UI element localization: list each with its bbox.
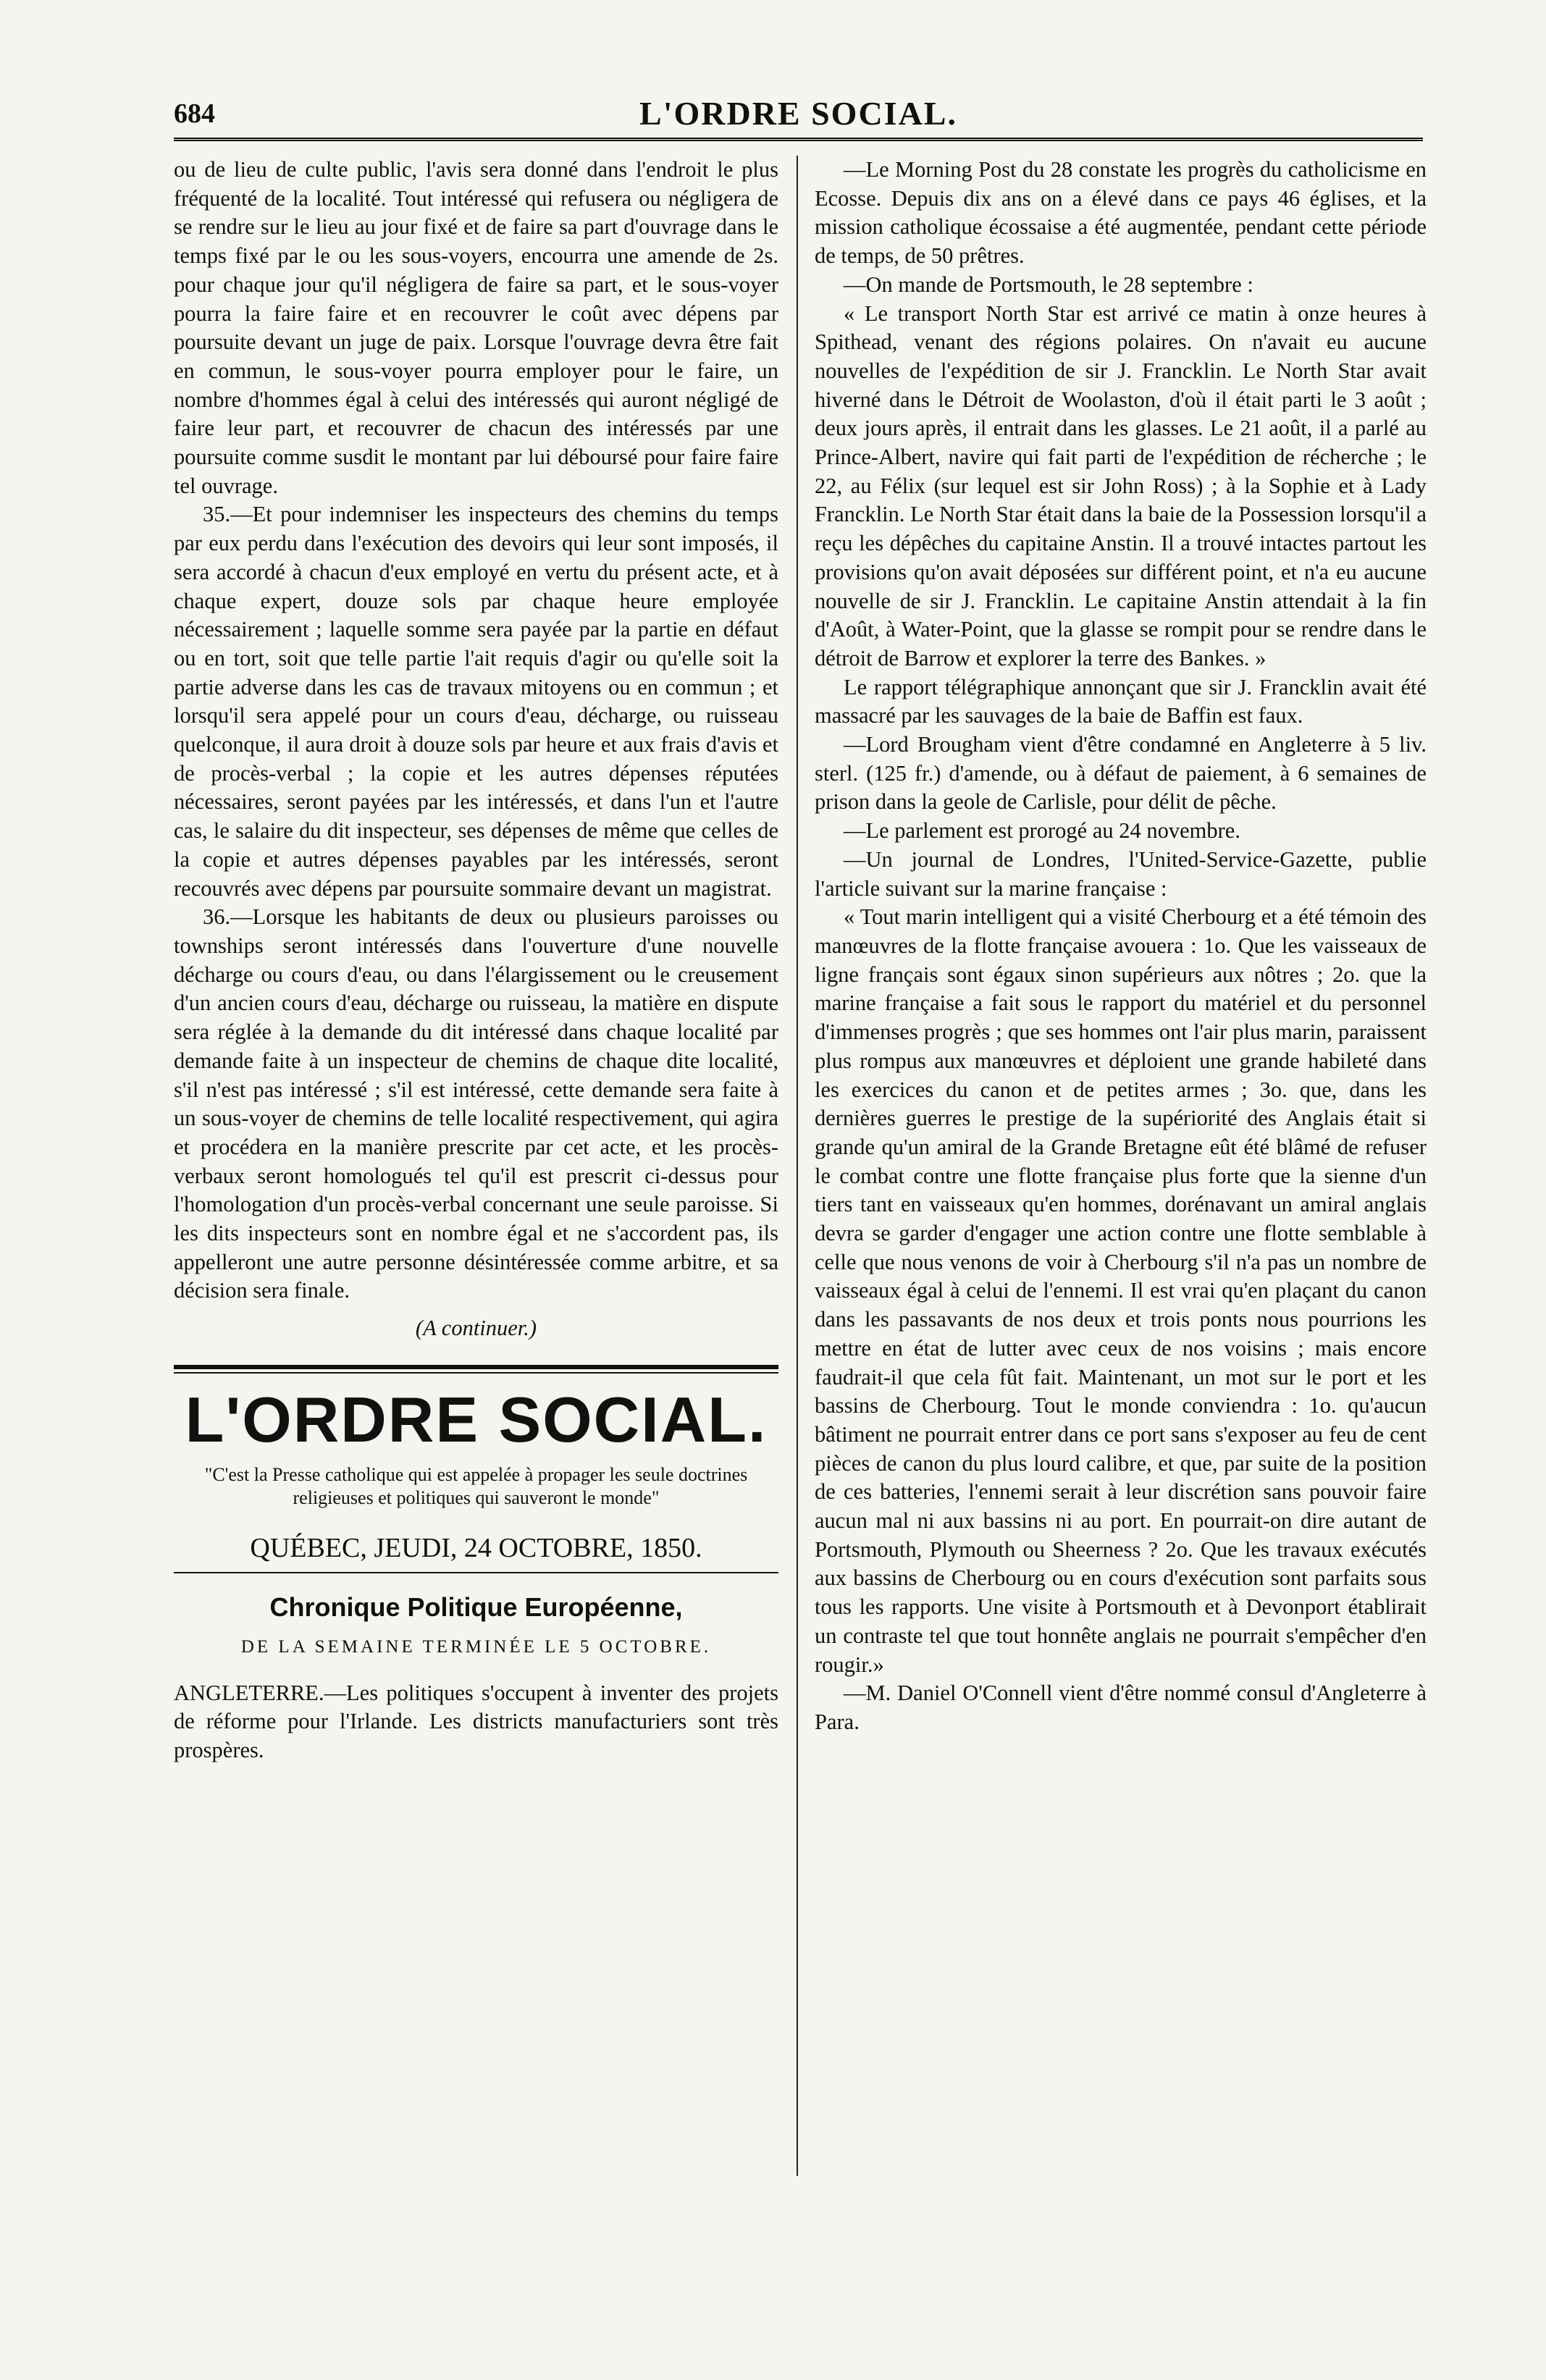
section-subtitle: DE LA SEMAINE TERMINÉE LE 5 OCTOBRE.	[240, 1636, 712, 1657]
article-paragraph: —M. Daniel O'Connell vient d'être nommé consul d'Angleterre à Para.	[815, 1681, 1427, 1734]
page-header	[174, 94, 1423, 141]
article-paragraph: —Un journal de Londres, l'United-Service-Gazette, publie l'article suivant sur la marine française :	[815, 846, 1427, 901]
article-paragraph: 35.—Et pour indemniser les inspecteurs des chemins du temps par eux perdu dans l'exécution des devoirs qui leur sont imposés, il sera accordé à chacun d'eux employé en vertu du présent acte, et à chaque expert, douze sols par chaque heure employée nécessairement ; laquelle somme sera payée par la partie en défaut ou en tort, soit que telle partie l'ait requis d'agir ou qu'elle soit la partie adverse dans les cas de travaux mitoyens ou en commun ; et lorsqu'il sera appelé pour un cours d'eau, décharge, ou ruisseau quelconque, il aura droit à douze sols par heure et aux frais d'avis et de procès-verbal ; la copie et les autres dépenses réputées nécessaires, seront payées par les intéressés, et dans l'un et l'autre cas, le salaire du dit inspecteur, ses dépenses de même que celles de la copie et autres dépenses payables par les intéressés, seront recouvrés avec dépens par poursuite sommaire devant un magistrat.	[174, 502, 778, 901]
continuation-note: (A continuer.)	[415, 1316, 537, 1341]
right-column	[815, 156, 1427, 1737]
country-text: —Les politiques s'occupent à inventer des projets de réforme pour l'Irlande. Les districts manufacturiers sont très prospères.	[174, 1680, 778, 1762]
running-title: L'ORDRE SOCIAL.	[639, 95, 957, 132]
article-paragraph: « Tout marin intelligent qui a visité Cherbourg et a été témoin des manœuvres de la flotte française avouera : 1o. Que les vaisseaux de ligne français sont égaux sinon supérieurs aux nôtres ; 2o. que la marine française a fait sous le rapport du matériel et du personnel d'immenses progrès ; que ses hommes ont l'air plus marin, paraissent plus rompus aux manœuvres et déploient une grande habileté dans les exercices du canon et de petites armes ; 3o. que, dans les dernières guerres le prestige de la supériorité des Anglais était si grande qu'un amiral de la Grande Bretagne eût été blâmé de refuser le combat contre une flotte française plus forte que la sienne d'un tiers tant en vaisseaux qu'en hommes, dorénavant un amiral anglais devra se garder d'engager une action contre une flotte semblable à celle que nous venons de voir à Cherbourg s'il n'a pas un nombre de vaisseaux égal à celui de l'ennemi. Il est vrai qu'en plaçant du canon dans les passavants de nos deux et trois ponts nous pourrions les mettre en état de lutter avec ceux de nos voisins ; mais encore faudrait-il que cela fût fait. Maintenant, un mot sur le port et les bassins de Cherbourg. Tout le monde conviendra : 1o. qu'aucun bâtiment ne pourrait entrer dans ce port sans s'exposer au feu de cent pièces de canon du plus lourd calibre, et que, par suite de la position de ces batteries, l'ennemi serait à leur discrétion sans pouvoir faire aucun mal ni aux bassins ni au port. En pourrait-on dire autant de Portsmouth, Plymouth ou Sheerness ? 2o. Que les travaux exécutés aux bassins de Cherbourg ou en cours d'exécution sont parfaits sous tous les rapports. Une visite à Portsmouth et à Devonport établirait un contraste tel que tout honnête anglais ne pourrait s'empêcher d'en rougir.»	[815, 904, 1427, 1677]
masthead-title: L'ORDRE SOCIAL.	[185, 1383, 768, 1455]
article-paragraph: —Lord Brougham vient d'être condamné en Angleterre à 5 liv. sterl. (125 fr.) d'amende, ou à défaut de paiement, à 6 semaines de prison dans la geole de Carlisle, pour délit de pêche.	[815, 732, 1427, 815]
dateline: QUÉBEC, JEUDI, 24 OCTOBRE, 1850.	[250, 1532, 702, 1563]
article-paragraph: « Le transport North Star est arrivé ce matin à onze heures à Spithead, venant des régions polaires. On n'avait eu aucune nouvelles de l'expédition de sir J. Francklin. Le North Star avait hiverné dans le Détroit de Woolaston, d'où il était parti le 3 août ; deux jours après, il entrait dans les glasses. Le 21 août, il a parlé au Prince-Albert, navire qui fait parti de l'expédition de récherche ; le 22, au Félix (sur lequel est sir John Ross) ; à la Sophie et à Lady Francklin. Le North Star était dans la baie de la Possession lorsqu'il a reçu les dépêches du capitaine Anstin. Il a trouvé intactes partout les provisions qu'on avait déposées sur différent point, et n'a eu aucune nouvelle de sir J. Francklin. Le capitaine Anstin attendait à la fin d'Août, à Water-Point, que la glasse se rompit pour se rendre dans le détroit de Barrow et explorer la terre des Bankes. »	[815, 300, 1427, 670]
column-divider	[797, 156, 798, 2176]
masthead-rule	[174, 1365, 778, 1374]
article-paragraph: Le rapport télégraphique annonçant que sir J. Francklin avait été massacré par les sauvages de la baie de Baffin est faux.	[815, 674, 1427, 728]
article-paragraph: ou de lieu de culte public, l'avis sera donné dans l'endroit le plus fréquenté de la localité. Tout intéressé qui refusera ou négligera de se rendre sur le lieu au jour fixé et de faire sa part d'ouvrage dans le temps fixé par le ou les sous-voyers, encourra une amende de 2s. pour chaque jour qu'il négligera de faire sa part, et le sous-voyer pourra la faire faire et en recouvrer le coût avec dépens par poursuite devant un juge de paix. Lorsque l'ouvrage devra être fait en commun, le sous-voyer pourra employer pour le faire, un nombre d'hommes égal à celui des intéressés qui auront négligé de faire leur part, et recouvrer de chacun des intéressés par une poursuite comme susdit le montant par lui déboursé pour faire faire tel ouvrage.	[174, 157, 778, 498]
article-paragraph: —Le Morning Post du 28 constate les progrès du catholicisme en Ecosse. Depuis dix ans on a élevé dans ce pays 46 églises, et la mission catholique écossaise a été augmentée, pendant cette période de temps, de 50 prêtres.	[815, 157, 1427, 269]
left-column	[174, 156, 778, 1765]
article-paragraph: 36.—Lorsque les habitants de deux ou plusieurs paroisses ou townships seront intéressés dans l'ouverture d'une nouvelle décharge ou cours d'eau, ou dans l'élargissement ou le creusement d'un ancien cours d'eau, décharge ou ruisseau, la matière en dispute sera réglée à la demande du dit intéressé dans chaque localité par demande faite à un inspecteur de chemins de chaque dite localité, s'il n'est pas intéressé ; s'il est intéressé, cette demande sera faite à un sous-voyer de chemins de telle localité respectivement, qui agira et procédera en la manière prescrite par cet acte, et les procès-verbaux seront homologués tel qu'il est prescrit ci-dessus pour l'homologation d'un procès-verbal concernant une seule paroisse. Si les dits inspecteurs sont en nombre égal et ne s'accordent pas, ils appelleront une autre personne désintéressée comme arbitre, et sa décision sera finale.	[174, 904, 778, 1303]
divider	[174, 1572, 778, 1573]
article-paragraph: —On mande de Portsmouth, le 28 septembre :	[844, 272, 1253, 297]
masthead-motto: "C'est la Presse catholique qui est appelée à propager les seule doctrines religieuses et politiques qui sauveront le monde"	[204, 1463, 748, 1508]
country-heading: ANGLETERRE.	[174, 1680, 324, 1705]
article-paragraph	[174, 1679, 778, 1765]
section-title: Chronique Politique Européenne,	[269, 1591, 683, 1622]
article-paragraph: —Le parlement est prorogé au 24 novembre.	[844, 818, 1240, 844]
page-number: 684	[174, 98, 215, 129]
